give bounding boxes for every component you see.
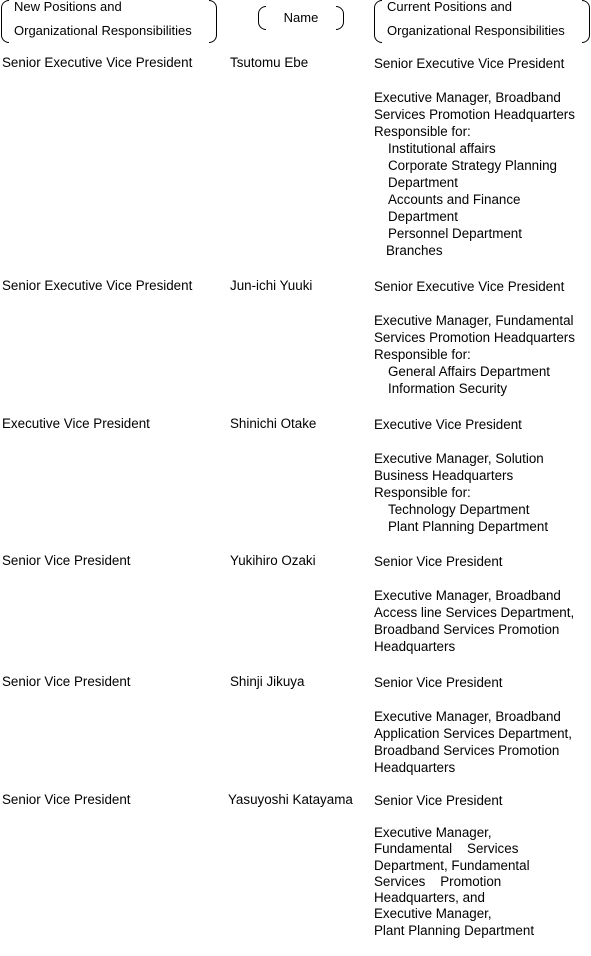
current-line: Executive Manager, Broadband xyxy=(374,90,561,105)
person-name: Shinji Jikuya xyxy=(230,674,305,689)
current-positions-header-line2: Organizational Responsibilities xyxy=(387,23,565,38)
current-line: Corporate Strategy Planning xyxy=(388,158,557,173)
current-positions xyxy=(374,674,590,776)
current-line: Executive Manager, xyxy=(374,825,492,840)
current-line: Access line Services Department, xyxy=(374,605,575,620)
current-line: Broadband Services Promotion xyxy=(374,743,560,758)
current-line: Information Security xyxy=(388,381,508,396)
name-header xyxy=(258,6,344,30)
current-line: Plant Planning Department xyxy=(388,519,549,534)
new-position: Senior Vice President xyxy=(2,553,131,568)
current-line: Responsible for: xyxy=(374,485,471,500)
current-line: Responsible for: xyxy=(374,347,471,362)
current-positions xyxy=(374,278,590,397)
current-positions xyxy=(374,792,590,939)
current-line: Technology Department xyxy=(388,502,530,517)
new-position: Senior Vice President xyxy=(2,792,131,807)
current-line: Plant Planning Department xyxy=(374,922,535,938)
current-line: Accounts and Finance xyxy=(388,192,521,207)
person-name: Tsutomu Ebe xyxy=(230,55,309,70)
current-line: Institutional affairs xyxy=(388,141,496,156)
current-title: Senior Vice President xyxy=(374,554,503,569)
person-name: Yasuyoshi Katayama xyxy=(228,792,353,807)
current-title: Executive Vice President xyxy=(374,417,522,432)
current-line: Business Headquarters xyxy=(374,468,514,483)
current-line: Department xyxy=(388,175,458,190)
person-name: Yukihiro Ozaki xyxy=(230,553,316,568)
current-line: Services Promotion Headquarters xyxy=(374,330,575,345)
current-line: Executive Manager, xyxy=(374,906,492,922)
name-header-label: Name xyxy=(283,10,319,25)
current-line: Executive Manager, Broadband xyxy=(374,588,561,603)
person-name: Shinichi Otake xyxy=(230,416,317,431)
current-positions-header xyxy=(374,0,590,43)
current-line: Services Promotion xyxy=(374,873,502,889)
current-line: Executive Manager, Broadband xyxy=(374,709,561,724)
current-line: Fundamental Services xyxy=(374,841,519,857)
new-position: Senior Executive Vice President xyxy=(2,278,193,293)
current-line: Broadband Services Promotion xyxy=(374,622,560,637)
new-positions-header-line2: Organizational Responsibilities xyxy=(14,23,192,38)
current-title: Senior Executive Vice President xyxy=(374,279,565,294)
current-line: Headquarters xyxy=(374,760,456,775)
current-title: Senior Vice President xyxy=(374,793,503,808)
new-positions-header xyxy=(1,0,217,43)
current-line: Branches xyxy=(386,243,443,258)
current-line: Headquarters, and xyxy=(374,890,485,906)
current-line: Application Services Department, xyxy=(374,726,572,741)
current-line: Responsible for: xyxy=(374,124,471,139)
current-positions xyxy=(374,55,590,259)
current-positions-header-line1: Current Positions and xyxy=(387,0,513,14)
new-position: Senior Vice President xyxy=(2,674,131,689)
current-line: Department xyxy=(388,209,458,224)
current-title: Senior Executive Vice President xyxy=(374,56,565,71)
current-line: Headquarters xyxy=(374,639,456,654)
current-line: Executive Manager, Fundamental xyxy=(374,313,574,328)
new-position: Senior Executive Vice President xyxy=(2,55,193,70)
current-title: Senior Vice President xyxy=(374,675,503,690)
current-line: Executive Manager, Solution xyxy=(374,451,544,466)
current-line: Personnel Department xyxy=(388,226,522,241)
new-positions-header-line1: New Positions and xyxy=(14,0,122,14)
current-line: Department, Fundamental xyxy=(374,857,530,873)
person-name: Jun-ichi Yuuki xyxy=(230,278,313,293)
current-line: Services Promotion Headquarters xyxy=(374,107,575,122)
current-line: General Affairs Department xyxy=(388,364,551,379)
current-positions xyxy=(374,553,590,655)
current-positions xyxy=(374,416,590,535)
new-position: Executive Vice President xyxy=(2,416,150,431)
